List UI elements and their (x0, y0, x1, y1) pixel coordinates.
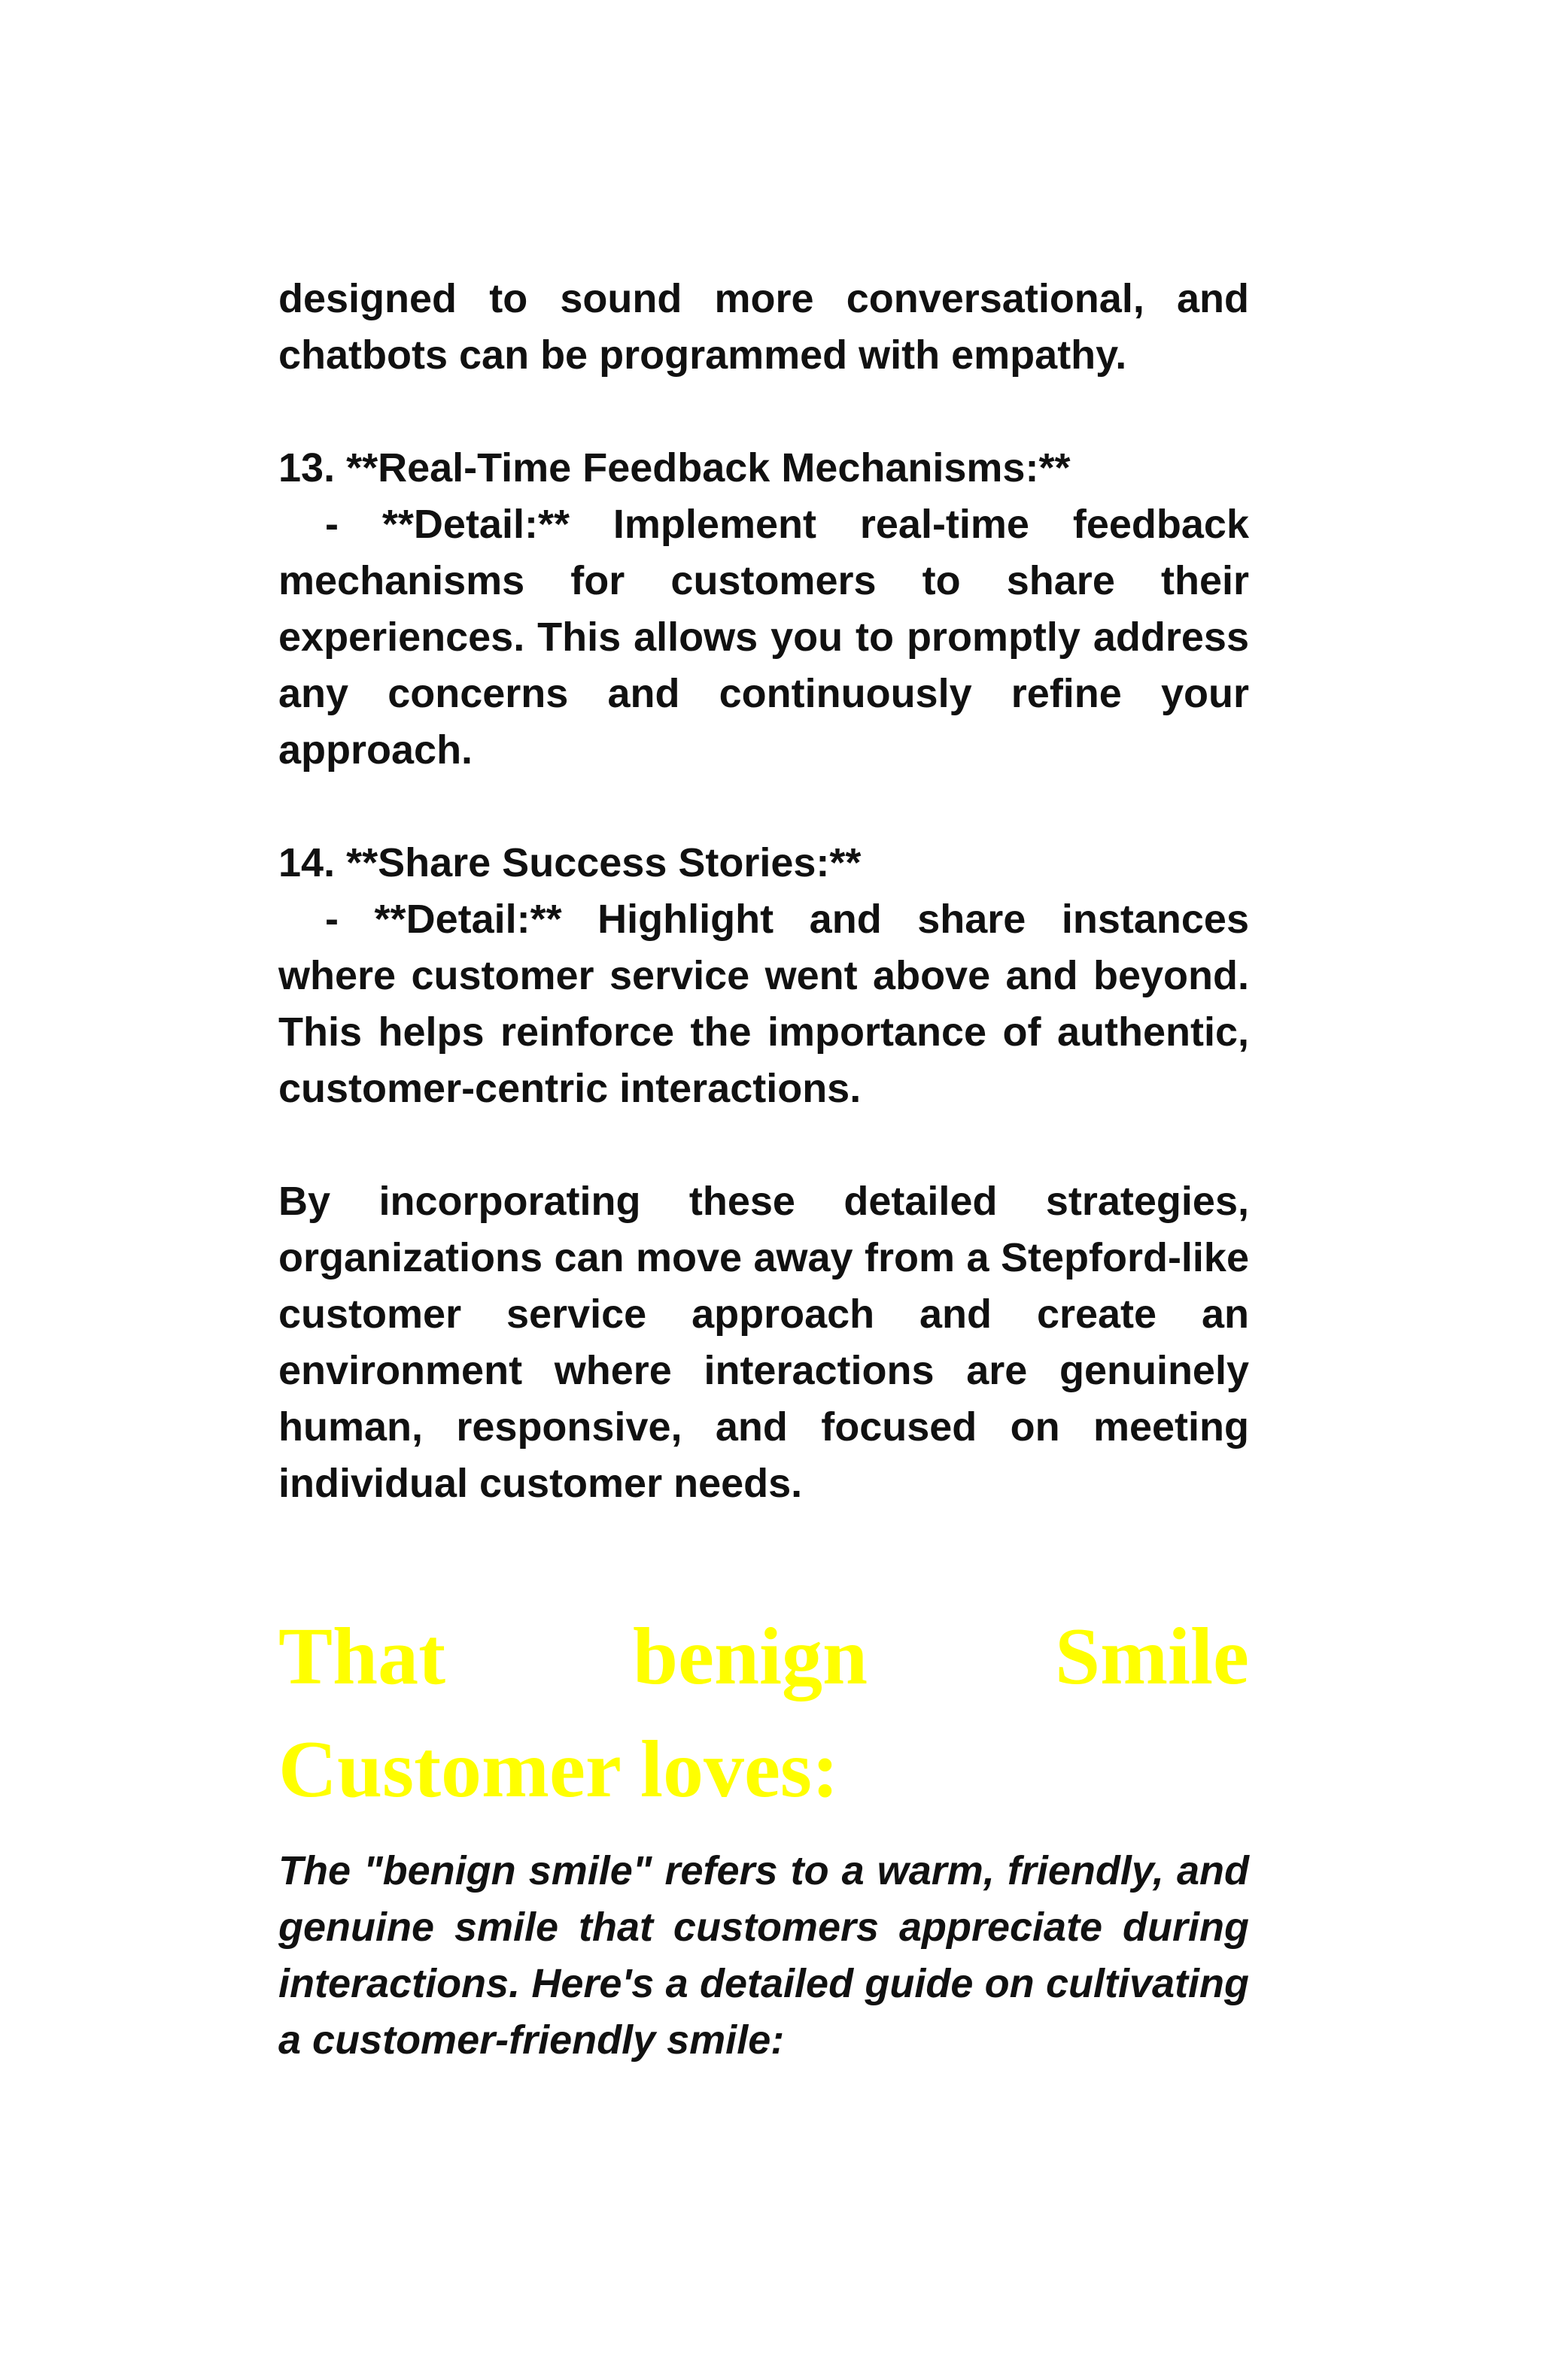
section-intro: The "benign smile" refers to a warm, friendly, and genuine smile that customers appreciate during interactions. Here's a detailed guide on cultivating a customer-friendly smile: (278, 1848, 1249, 2063)
document-page (278, 271, 1249, 2069)
item-14-title: 14. **Share Success Stories:** (278, 840, 862, 885)
paragraph-continuation: designed to sound more conversational, and chatbots can be programmed with empathy. (278, 276, 1249, 378)
item-13-title: 13. **Real-Time Feedback Mechanisms:** (278, 445, 1071, 490)
conclusion-paragraph: By incorporating these detailed strategies, organizations can move away from a Stepford-like customer service approach and create an environment where interactions are genuinely human, responsive, and focused on meeting individual customer needs. (278, 1179, 1249, 1506)
spacer (278, 1117, 1249, 1173)
spacer (278, 384, 1249, 440)
item-14-detail: - **Detail:** Highlight and share instances where customer service went above and beyond. This helps reinforce the importance of authentic, customer-centric interactions. (278, 897, 1249, 1111)
item-13-detail: - **Detail:** Implement real-time feedback mechanisms for customers to share their experiences. This allows you to promptly address any concerns and continuously refine your approach. (278, 502, 1249, 773)
spacer (278, 1512, 1249, 1601)
spacer (278, 1826, 1249, 1843)
spacer (278, 779, 1249, 835)
section-heading: That benign Smile Customer loves: (278, 1612, 1249, 1814)
